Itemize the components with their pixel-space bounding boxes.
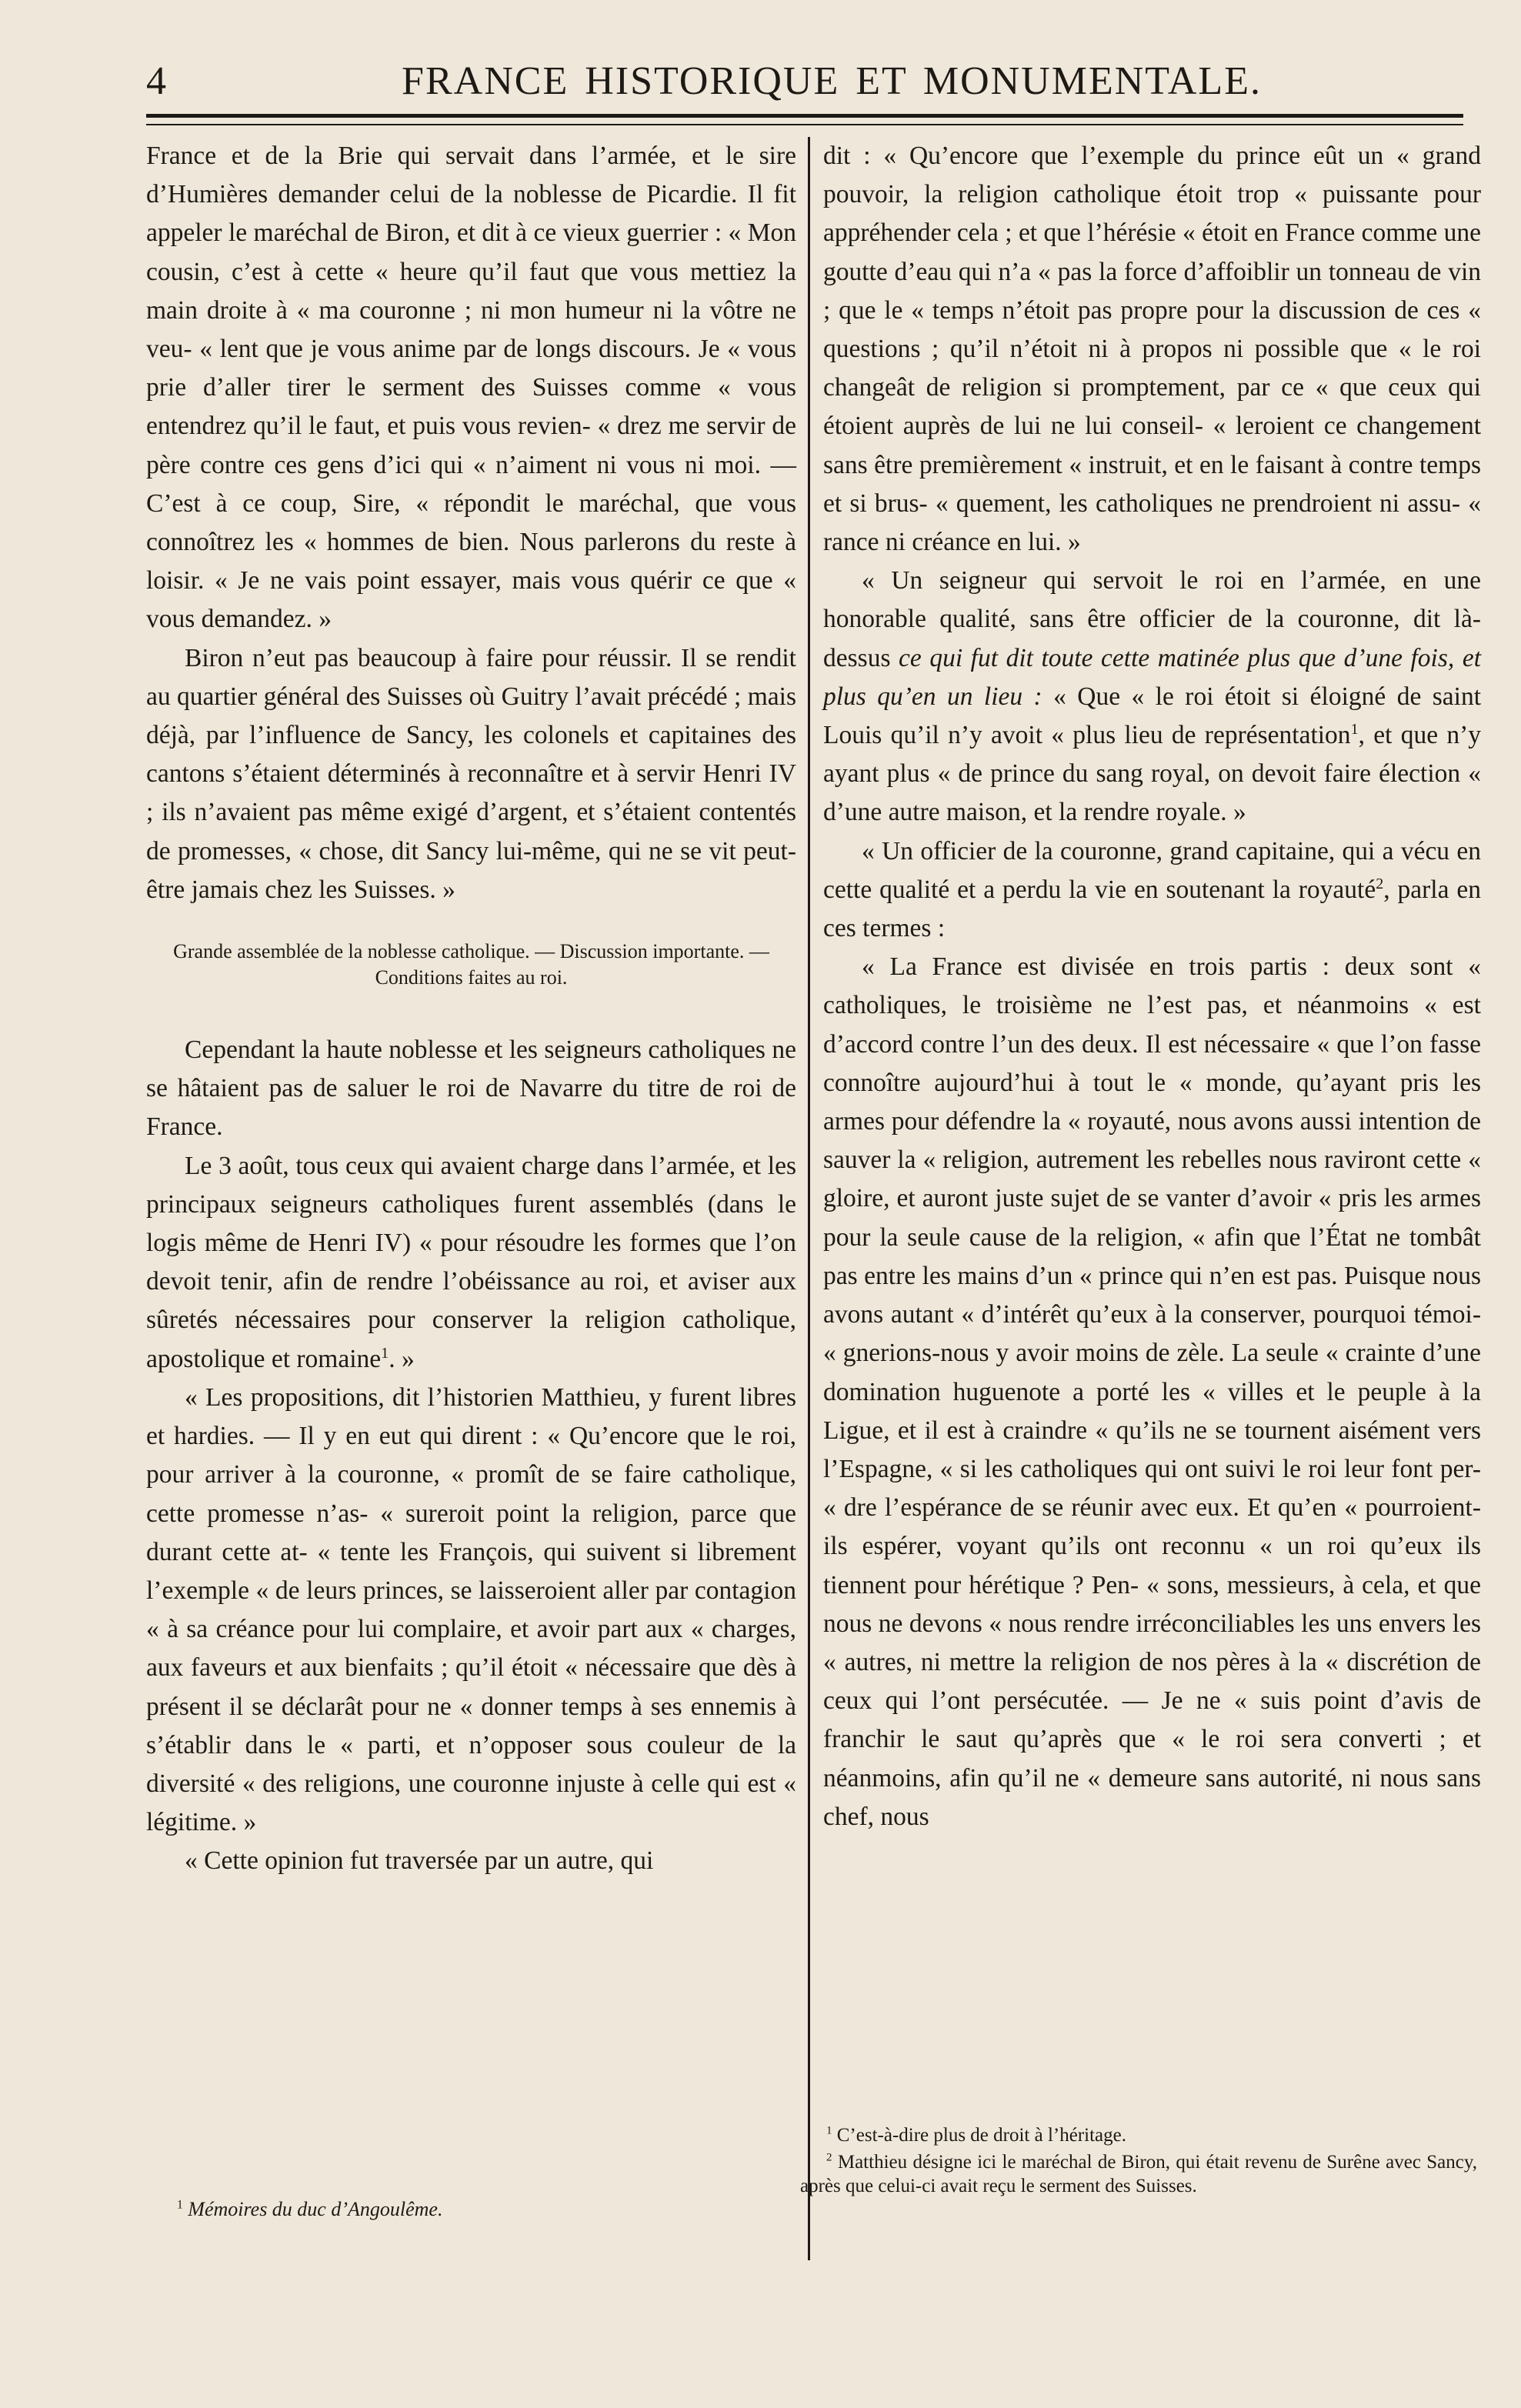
paragraph: Cependant la haute noblesse et les seigneurs catholiques ne se hâtaient pas de saluer le roi de Navarre du titre de roi de France. — [146, 1036, 796, 1142]
header-rule — [146, 114, 1463, 125]
paragraph-text: , parla en ces termes : — [823, 875, 1481, 943]
footnote-ref: 2 — [1376, 875, 1384, 892]
footnotes-left — [146, 2196, 796, 2223]
paragraph: « La France est divisée en trois partis : deux sont « catholiques, le troisième ne l’est pas, et néanmoins « est d’accord contre l’un des deux. Il est nécessaire « que l’on fasse connoître aujourd’hui à tout le « monde, qu’ayant pris les armes pour défendre la « royauté, nous avons aussi intention de sauver la « religion, autrement les rebelles nous raviront cette « gloire, et auront juste sujet de se vanter d’avoir « pris les armes pour la seule cause de la religion, « afin que l’État ne tombât pas entre les mains d’un « prince qui n’en est pas. Puisque nous avons autant « d’intérêt qu’eux à la conserver, pourquoi témoi- « gnerions-nous y avoir moins de zèle. La seule « crainte d’une domination huguenote a porté les « villes et le peuple à la Ligue, et il est à craindre « qu’ils ne se tournent aisément vers l’Espagne, « si les catholiques qui ont suivi le roi leur font per- « dre l’espérance de se réunir avec eux. Et qu’en « pourroient-ils espérer, voyant qu’ils ont reconnu « un roi qu’eux ils tiennent pour hérétique ? Pen- « sons, messieurs, à cela, et que nous ne devons « nous rendre irréconciliables les uns envers les « autres, ni mettre la religion de nos pères à la « discrétion de ceux qui l’ont persécutée. — Je ne « suis point d’avis de franchir le saut qu’après que « le roi sera converti ; et néanmoins, afin qu’il ne « demeure sans autorité, ni nous sans chef, nous — [823, 952, 1481, 1831]
column-divider — [808, 137, 810, 2260]
italic-quote: ce qui fut dit toute cette matinée plus que d’une fois, et plus qu’en un lieu : — [823, 643, 1481, 711]
footnote — [146, 2196, 796, 2223]
section-caption: Grande assemblée de la noblesse catholique. — Discussion importante. — Conditions faites au roi. — [173, 940, 769, 989]
paragraph-text: , et que n’y ayant plus « de prince du sang royal, on devoit faire élection « d’une autre maison, et la rendre royale. » — [823, 721, 1481, 827]
footnote-number: 1 — [826, 2124, 832, 2137]
paragraph: « Cette opinion fut traversée par un autre, qui — [185, 1846, 654, 1876]
footnote — [800, 2150, 1477, 2198]
paragraph-text: « Un seigneur qui servoit le roi en l’armée, en une honorable qualité, sans être officier de la couronne, dit là-dessus — [823, 566, 1481, 672]
footnote-text: Matthieu désigne ici le maréchal de Biron, qui était revenu de Surêne avec Sancy, après que celui-ci avait reçu le serment des Suisses. — [800, 2152, 1478, 2196]
paragraph: France et de la Brie qui servait dans l’armée, et le sire d’Humières demander celui de la noblesse de Picardie. Il fit appeler le maréchal de Biron, et dit à ce vieux guerrier : « Mon cousin, c’est à cette « heure qu’il faut que vous mettiez la main droite à « ma couronne ; ni mon humeur ni la vôtre ne veu- « lent que je vous anime par de longs discours. Je « vous prie d’aller tirer le serment des Suisses comme « vous entendrez qu’il le faut, et puis vous revien- « drez me servir de père contre ces gens d’ici qui « n’aiment ni vous ni moi. — C’est à ce coup, Sire, « répondit le maréchal, que vous connoîtrez les « hommes de bien. Nous parlerons du reste à loisir. « Je ne vais point essayer, mais vous quérir ce que « vous demandez. » — [146, 142, 796, 634]
footnote — [800, 2123, 1477, 2147]
paragraph — [823, 562, 1481, 832]
paragraph-text: . » — [389, 1344, 415, 1373]
footnotes-right — [800, 2123, 1477, 2201]
footnote-number: 2 — [826, 2151, 832, 2164]
footnote-ref: 1 — [1350, 720, 1359, 738]
footnote-text: C’est-à-dire plus de droit à l’héritage. — [836, 2125, 1126, 2146]
paragraph: « Les propositions, dit l’historien Matthieu, y furent libres et hardies. — Il y en eut qui dirent : « Qu’encore que le roi, pour arriver à la couronne, « promît de se faire catholique, cette promesse n’as- « sureroit point la religion, parce que durant cette at- « tente les François, qui suivent si librement l’exemple « de leurs princes, se laisseroient aller par contagion « à sa créance pour lui complaire, et avoir part aux « charges, aux faveurs et aux bienfaits ; qu’il étoit « nécessaire que dès à présent il se déclarât pour ne « donner temps à ses ennemis à s’établir dans le « parti, et n’opposer sous couleur de la diversité « des religions, une couronne injuste à celle qui est « légitime. » — [146, 1382, 796, 1837]
paragraph — [823, 832, 1481, 949]
footnote-number: 1 — [177, 2198, 183, 2212]
paragraph — [146, 1147, 796, 1379]
paragraph: dit : « Qu’encore que l’exemple du prince eût un « grand pouvoir, la religion catholique étoit trop « puissante pour appréhender cela ; et que l’hérésie « étoit en France comme une goutte d’eau qui n’a « pas la force d’affoiblir un tonneau de vin ; que le « temps n’étoit pas propre pour la discussion de ces « questions ; qu’il n’étoit ni à propos ni possible que « le roi changeât de religion si promptement, par ce « que ceux qui étoient auprès de lui ne lui conseil- « leroient ce changement sans être premièrement « instruit, et en le faisant à contre temps et si brus- « quement, les catholiques ne prendroient ni assu- « rance ni créance en lui. » — [823, 142, 1481, 557]
footnote-ref: 1 — [381, 1344, 389, 1362]
right-column — [823, 137, 1481, 1836]
page-header — [146, 54, 1463, 115]
page-number: 4 — [146, 59, 167, 103]
footnote-text: Mémoires du duc d’Angoulême. — [188, 2198, 443, 2220]
paragraph-text: « Un officier de la couronne, grand capitaine, qui a vécu en cette qualité et a perdu la vie en soutenant la royauté — [823, 836, 1481, 904]
paragraph-text: « Que « le roi étoit si éloigné de saint Louis qu’il n’y avoit « plus lieu de représentation — [823, 682, 1481, 750]
paragraph-text: Le 3 août, tous ceux qui avaient charge dans l’armée, et les principaux seigneurs catholiques furent assemblés (dans le logis même de Henri IV) « pour résoudre les formes que l’on devoit tenir, afin de rendre l’obéissance au roi, et aviser aux sûretés nécessaires pour conserver la religion catholique, apostolique et romaine — [146, 1151, 796, 1373]
paragraph: Biron n’eut pas beaucoup à faire pour réussir. Il se rendit au quartier général des Suisses où Guitry l’avait précédé ; mais déjà, par l’influence de Sancy, les colonels et capitaines des cantons s’étaient déterminés à reconnaître et à servir Henri IV ; ils n’avaient pas même exigé d’argent, et s’étaient contentés de promesses, « chose, dit Sancy lui-même, qui ne se vit peut-être jamais chez les Suisses. » — [146, 643, 796, 904]
left-column — [146, 137, 796, 1881]
running-title: FRANCE HISTORIQUE ET MONUMENTALE. — [402, 59, 1262, 103]
